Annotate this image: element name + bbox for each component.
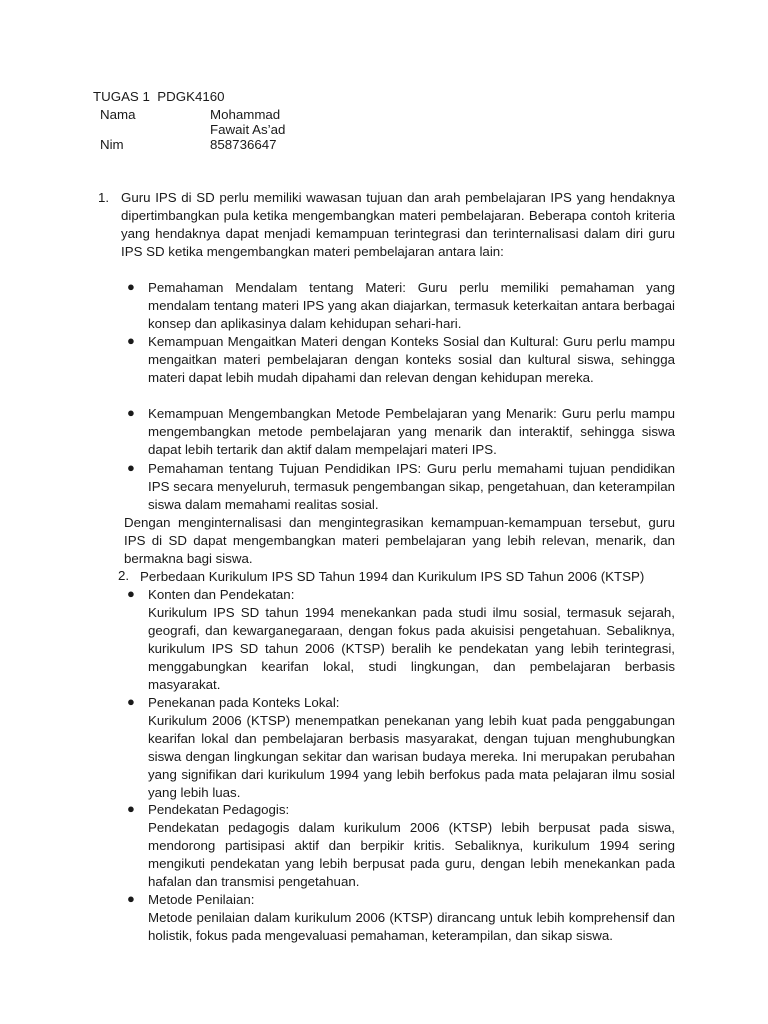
q2-item-3-heading: Pendekatan Pedagogis: [148,802,290,817]
bullet-icon: ● [127,694,135,709]
question-1-intro: Guru IPS di SD perlu memiliki wawasan tujuan dan arah pembelajaran IPS yang hendaknya dipertimbangkan pula ketika mengembangkan materi pembelajaran. Beberapa contoh kriteria yang hendaknya dapat menjadi kemampuan terintegrasi dan terinternalisasi dalam diri guru IPS SD ketika mengembangkan materi pembelajaran antara lain: [121,190,675,259]
question-2-number: 2. [118,568,130,583]
bullet-icon: ● [127,460,135,475]
q2-item-4-body: Metode penilaian dalam kurikulum 2006 (KTSP) dirancang untuk lebih komprehensif dan holistik, fokus pada mengevaluasi pemahaman, keterampilan, dan sikap siswa. [148,910,675,943]
q2-item-1-body: Kurikulum IPS SD tahun 1994 menekankan pada studi ilmu sosial, termasuk sejarah, geografi, dan kewarganegaraan, dengan fokus pada akuisisi pengetahuan. Sebaliknya, kurikulum IPS SD tahun 2006 (KTSP) beralih ke pendekatan yang lebih terintegrasi, menggabungkan kearifan lokal, studi lingkungan, dan pembelajaran berbasis masyarakat. [148,605,675,692]
question-1-number: 1. [98,190,110,205]
q2-item-3-body: Pendekatan pedagogis dalam kurikulum 2006 (KTSP) lebih berpusat pada siswa, mendorong partisipasi aktif dan berpikir kritis. Sebaliknya, kurikulum 1994 sering mengikuti pendekatan yang lebih berpusat pada guru, dengan lebih menekankan pada hafalan dan transmisi pengetahuan. [148,820,675,889]
q1-bullet-3: Kemampuan Mengembangkan Metode Pembelajaran yang Menarik: Guru perlu mampu mengembangkan metode pembelajaran yang menarik dan interaktif, sehingga siswa dapat lebih tertarik dan aktif dalam mempelajari materi IPS. [148,406,675,457]
bullet-icon: ● [127,333,135,348]
q2-item-4-heading: Metode Penilaian: [148,892,255,907]
bullet-icon: ● [127,801,135,816]
bullet-icon: ● [127,586,135,601]
nim-label: Nim [100,137,124,152]
assignment-title: TUGAS 1 PDGK4160 [93,89,225,104]
q1-bullet-1: Pemahaman Mendalam tentang Materi: Guru perlu memiliki pemahaman yang mendalam tentang materi IPS yang akan diajarkan, termasuk keterkaitan antara berbagai konsep dan aplikasinya dalam kehidupan sehari-hari. [148,280,675,331]
q2-item-2-body: Kurikulum 2006 (KTSP) menempatkan penekanan yang lebih kuat pada penggabungan kearifan lokal dan pembelajaran berbasis masyarakat, dengan tujuan menghubungkan siswa dengan lingkungan sekitar dan warisan budaya mereka. Ini merupakan perubahan yang signifikan dari kurikulum 1994 yang lebih berfokus pada mata pelajaran ilmu sosial yang lebih luas. [148,713,675,800]
name-value: Mohammad Fawait As’ad [210,107,286,137]
q2-item-2-heading: Penekanan pada Konteks Lokal: [148,695,340,710]
q1-bullet-2: Kemampuan Mengaitkan Materi dengan Konteks Sosial dan Kultural: Guru perlu mampu mengaitkan materi pembelajaran dengan konteks sosial dan kultural siswa, sehingga materi dapat lebih mudah dipahami dan relevan dengan kehidupan mereka. [148,334,675,385]
name-label: Nama [100,107,136,122]
question-2-title: Perbedaan Kurikulum IPS SD Tahun 1994 dan Kurikulum IPS SD Tahun 2006 (KTSP) [140,569,645,584]
question-1-conclusion: Dengan menginternalisasi dan mengintegrasikan kemampuan-kemampuan tersebut, guru IPS di SD dapat mengembangkan materi pembelajaran yang lebih relevan, menarik, dan bermakna bagi siswa. [124,515,675,566]
q2-item-1-heading: Konten dan Pendekatan: [148,587,295,602]
q1-bullet-4: Pemahaman tentang Tujuan Pendidikan IPS: Guru perlu memahami tujuan pendidikan IPS secara menyeluruh, termasuk pengembangan sikap, pengetahuan, dan keterampilan siswa dalam memahami realitas sosial. [148,461,675,512]
nim-value: 858736647 [210,137,277,152]
bullet-icon: ● [127,891,135,906]
bullet-icon: ● [127,279,135,294]
bullet-icon: ● [127,405,135,420]
